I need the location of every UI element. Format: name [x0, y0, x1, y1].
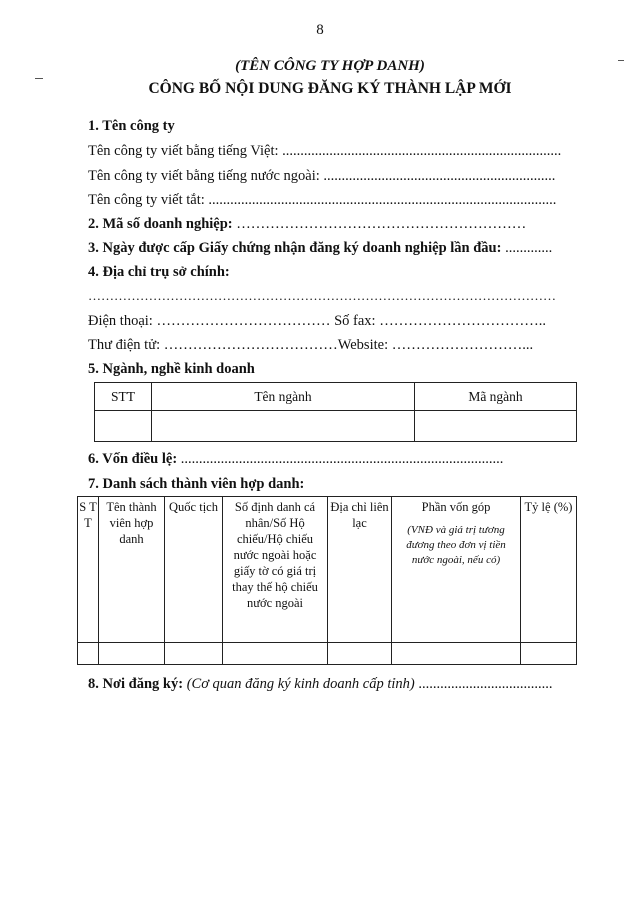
phone-fax-line: Điện thoại: ……………………………… Số fax: ……………………………..	[88, 313, 546, 329]
scan-mark	[35, 78, 43, 79]
company-name-abbr-line: Tên công ty viết tắt: ................................................................................................	[88, 192, 557, 208]
first-registration-date-label: 3. Ngày được cấp Giấy chứng nhận đăng ký doanh nghiệp lần đầu:	[88, 240, 502, 256]
section-6-line	[88, 451, 503, 468]
document-title: CÔNG BỐ NỘI DUNG ĐĂNG KÝ THÀNH LẬP MỚI	[148, 80, 512, 97]
business-lines-table	[94, 382, 577, 442]
capital-note: (VNĐ và giá trị tương đương theo đơn vị tiền nước ngoài, nếu có)	[406, 524, 506, 566]
section-1-heading: 1. Tên công ty	[88, 118, 175, 134]
column-header-capital	[392, 497, 521, 643]
table-cell	[392, 643, 521, 665]
column-header: Mã ngành	[415, 383, 577, 411]
table-cell	[328, 643, 392, 665]
section-5-heading: 5. Ngành, nghề kinh doanh	[88, 361, 255, 377]
table-cell	[521, 643, 577, 665]
table-cell	[223, 643, 328, 665]
column-header: Tên thành viên hợp danh	[99, 497, 165, 643]
enterprise-code-label: 2. Mã số doanh nghiệp:	[88, 216, 233, 232]
company-name-vn-line: Tên công ty viết bằng tiếng Việt: .............................................................................	[88, 143, 562, 159]
table-cell	[152, 411, 415, 442]
enterprise-code-dots: ……………………………………………………	[232, 216, 527, 232]
table-cell	[165, 643, 223, 665]
capital-label: Phần vốn góp	[421, 500, 491, 514]
column-header: Tỷ lệ (%)	[521, 497, 577, 643]
column-header: S T T	[78, 497, 99, 643]
address-dots-line: ………………………………………………………………………………………………	[88, 288, 556, 303]
column-header: Tên ngành	[152, 383, 415, 411]
section-3-line	[88, 240, 552, 257]
section-4-heading: 4. Địa chỉ trụ sở chính:	[88, 264, 230, 280]
section-2-line	[88, 216, 526, 233]
registration-place-label: 8. Nơi đăng ký:	[88, 676, 184, 692]
table-cell	[99, 643, 165, 665]
table-cell	[415, 411, 577, 442]
charter-capital-dots: .........................................................................................	[177, 451, 504, 467]
company-placeholder: (TÊN CÔNG TY HỢP DANH)	[235, 58, 425, 74]
column-header: Địa chỉ liên lạc	[328, 497, 392, 643]
scan-mark	[618, 60, 624, 61]
registration-place-note: (Cơ quan đăng ký kinh doanh cấp tỉnh)	[186, 676, 415, 692]
registration-place-dots: .....................................	[414, 676, 553, 692]
section-8-line	[88, 676, 552, 693]
table-cell	[78, 643, 99, 665]
partners-table	[77, 496, 577, 665]
first-registration-date-dots: .............	[501, 240, 553, 256]
page-number: 8	[316, 22, 324, 38]
table-header-row	[78, 497, 577, 643]
section-7-heading: 7. Danh sách thành viên hợp danh:	[88, 476, 305, 492]
email-website-line: Thư điện tử: ………………………………Website: ………………………...	[88, 337, 534, 353]
column-header: Số định danh cá nhân/Số Hộ chiếu/Hộ chiếu nước ngoài hoặc giấy tờ có giá trị thay thế hộ chiếu nước ngoài	[223, 497, 328, 643]
charter-capital-label: 6. Vốn điều lệ:	[88, 451, 178, 467]
table-header-row	[95, 383, 577, 411]
table-row	[95, 411, 577, 442]
table-row	[78, 643, 577, 665]
column-header: STT	[95, 383, 152, 411]
company-name-foreign-line: Tên công ty viết bằng tiếng nước ngoài: ................................................................	[88, 168, 556, 184]
column-header: Quốc tịch	[165, 497, 223, 643]
table-cell	[95, 411, 152, 442]
